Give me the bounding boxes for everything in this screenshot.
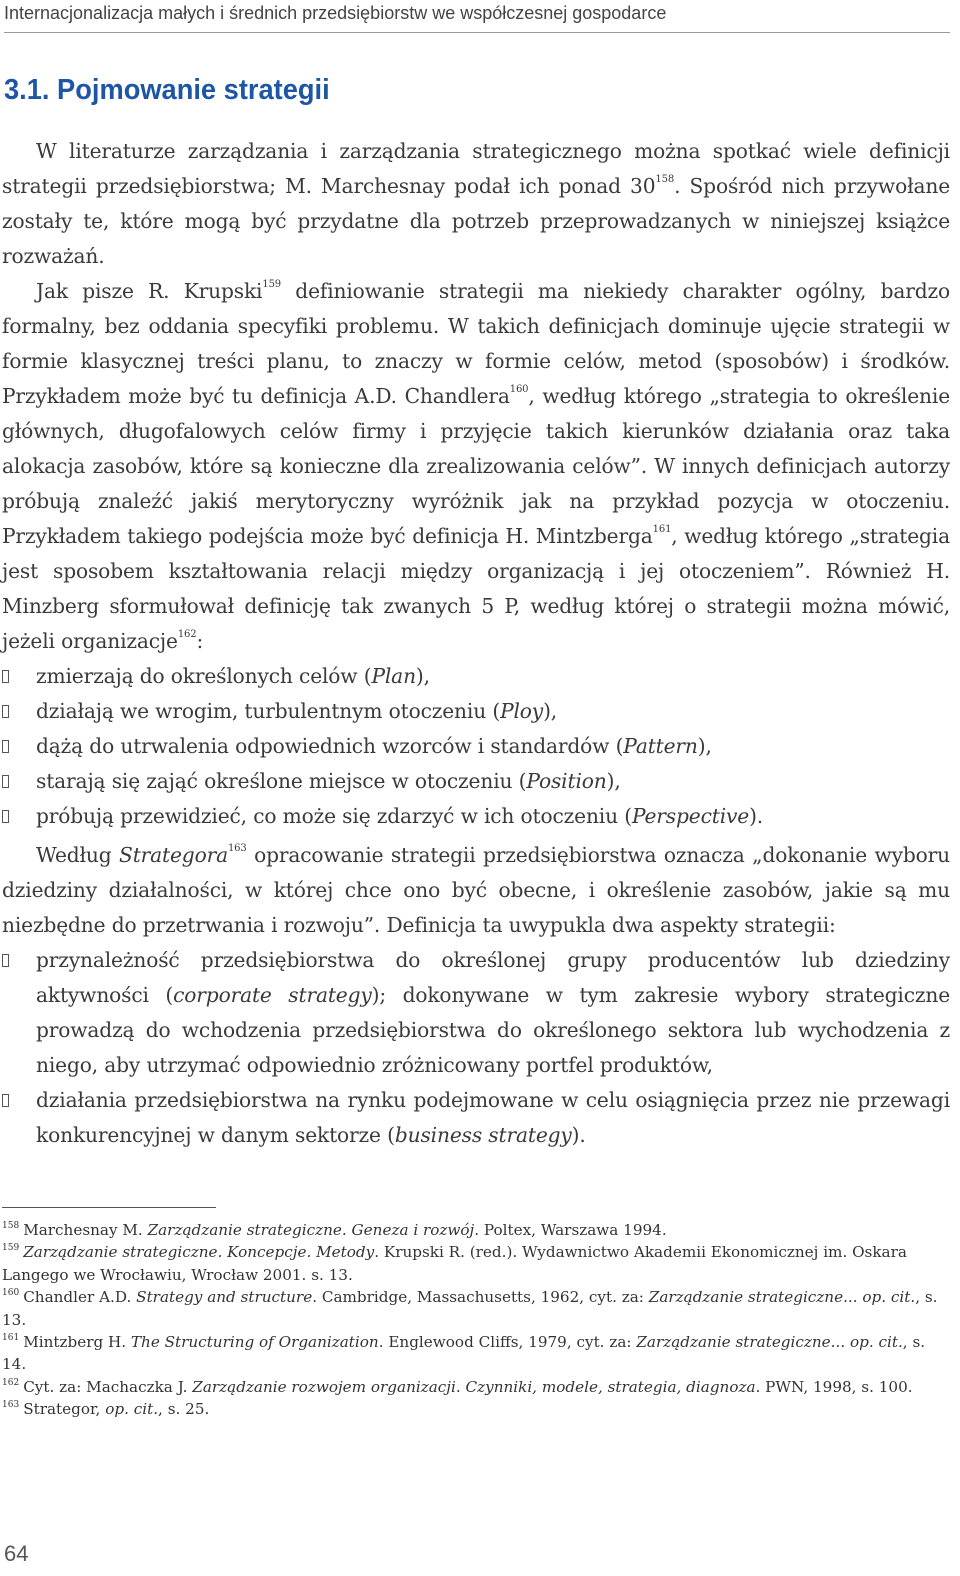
footnote-divider (2, 1207, 216, 1208)
footnotes (2, 1219, 950, 1421)
list-item: działania przedsiębiorstwa na rynku podejmowane w celu osiągnięcia przez nie przewagi konkurencyjnej w danym sektorze (business strategy). (2, 1083, 950, 1153)
paragraph-1: W literaturze zarządzania i zarządzania strategicznego można spotkać wiele definicji strategii przedsiębiorstwa; M. Marchesnay podał ich ponad $30^{158}$. Spośród nich przywołane zostały te, które mogą być przydatne dla potrzeb przeprowadzanych w niniejszej książce rozważań. (2, 139, 950, 268)
list-item: przynależność przedsiębiorstwa do określonej grupy producentów lub dziedziny aktywności (corporate strategy); dokonywane w tym zakresie wybory strategiczne prowadzą do wchodzenia przedsiębiorstwa do określonego sektora lub wychodzenia z niego, aby utrzymać odpowiednio zróżnicowany portfel produktów, (2, 943, 950, 1083)
footnote-ref-159: 159 (262, 279, 281, 290)
list-item: działają we wrogim, turbulentnym otoczeniu (Ploy), (2, 694, 950, 729)
footnote-ref-162: 162 (177, 629, 197, 640)
footnote-159: $^{159}$ Zarządzanie strategiczne. Koncepcje. Metody. Krupski R. (red.). Wydawnictwo Akademii Ekonomicznej im. Oskara Langego we Wrocławiu, Wrocław 2001. s. 13. (2, 1243, 907, 1284)
running-header: Internacjonalizacja małych i średnich przedsiębiorstw we współczesnej gospodarce (4, 1, 950, 33)
footnote-161: $^{161}$ Mintzberg H. The Structuring of Organization. Englewood Cliffs, 1979, cyt. za: Zarządzanie strategiczne... op. cit., s. 14. (2, 1333, 926, 1374)
strategy-aspects-list (2, 943, 950, 1153)
paragraph-3: Według Strategora$^{163}$ opracowanie strategii przedsiębiorstwa oznacza „dokonanie wyboru dziedziny działalności, w której chce ono być obecne, i określenie zasobów, jakie są mu niezbędne do przetrwania i rozwoju”. Definicja ta uwypukla dwa aspekty strategii: (2, 843, 950, 937)
footnote-162: $^{162}$ Cyt. za: Machaczka J. Zarządzanie rozwojem organizacji. Czynniki, modele, strategia, diagnoza. PWN, 1998, s. 100. (2, 1377, 913, 1396)
square-bullet-icon (2, 740, 9, 753)
footnote-158: $^{158}$ Marchesnay M. Zarządzanie strategiczne. Geneza i rozwój. Poltex, Warszawa 1994. (2, 1221, 667, 1239)
square-bullet-icon (2, 1094, 9, 1107)
footnote-163: $^{163}$ Strategor, op. cit., s. 25. (2, 1400, 210, 1419)
footnote-ref-163: 163 (227, 843, 247, 854)
list-item: starają się zająć określone miejsce w otoczeniu (Position), (2, 764, 950, 799)
list-item: próbują przewidzieć, co może się zdarzyć w ich otoczeniu (Perspective). (2, 799, 950, 834)
footnote-ref-161: 161 (652, 524, 672, 535)
list-item: zmierzają do określonych celów (Plan), (2, 659, 950, 694)
footnote-ref-160: 160 (509, 384, 529, 395)
square-bullet-icon (2, 954, 9, 967)
paragraph-2: Jak pisze R. Krupski$^{159}$ definiowanie strategii ma niekiedy charakter ogólny, bardzo formalny, bez oddania specyfiki problemu. W takich definicjach dominuje ujęcie strategii w formie klasycznej treści planu, to znaczy w formie celów, metod (sposobów) i środków. Przykładem może być tu definicja A.D. Chandlera$^{160}$, według którego „strategia to określenie głównych, długofalowych celów firmy i przyjęcie takich kierunków działania oraz taka alokacja zasobów, które są konieczne dla zrealizowania celów”. W innych definicjach autorzy próbują znaleźć jakiś merytoryczny wyróżnik jak na przykład pozycja w otoczeniu. Przykładem takiego podejścia może być definicja H. Mintzberga$^{161}$, według którego „strategia jest sposobem kształtowania relacji między organizacją i jej otoczeniem”. Również H. Minzberg sformułował definicję tak zwanych 5 P, według której o strategii można mówić, jeżeli organizacje$^{162}$: (2, 279, 950, 653)
footnote-160: $^{160}$ Chandler A.D. Strategy and structure. Cambridge, Massachusetts, 1962, cyt. za: Zarządzanie strategiczne... op. cit., s. 13. (2, 1288, 938, 1329)
square-bullet-icon (2, 705, 9, 718)
page-number: 64 (4, 1541, 29, 1566)
square-bullet-icon (2, 775, 9, 788)
section-title: 3.1. Pojmowanie strategii (4, 74, 330, 106)
list-item: dążą do utrwalenia odpowiednich wzorców i standardów (Pattern), (2, 729, 950, 764)
footnote-ref-158: 158 (655, 174, 675, 185)
square-bullet-icon (2, 810, 9, 823)
body-text (2, 134, 950, 1153)
square-bullet-icon (2, 670, 9, 683)
five-p-list (2, 659, 950, 834)
